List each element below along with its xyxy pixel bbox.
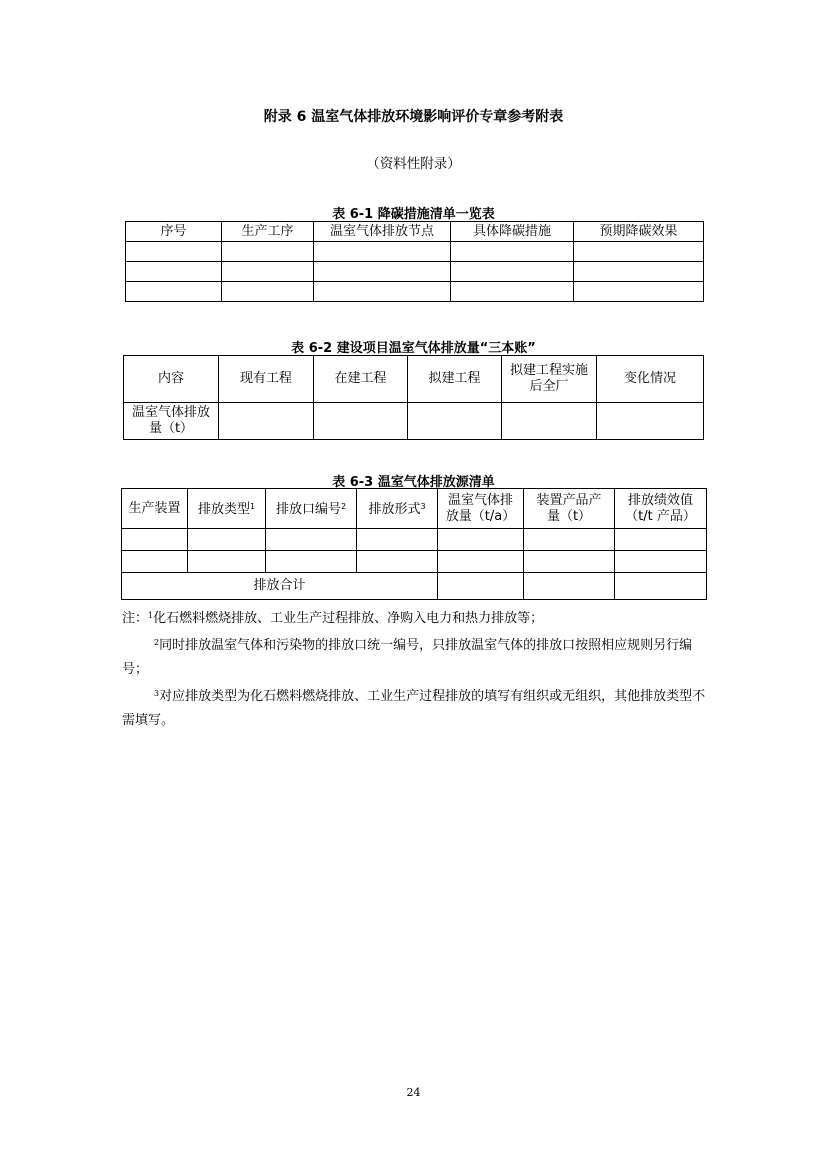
table-cell <box>451 242 574 262</box>
header-cell: 现有工程 <box>219 356 314 403</box>
header-text: 排放口编号 <box>275 502 341 517</box>
table-cell <box>266 529 357 551</box>
table-row <box>124 403 704 440</box>
table-cell <box>314 282 451 302</box>
header-cell: 排放绩效值（t/t 产品） <box>615 489 707 529</box>
note-1: 注：$^1$化石燃料燃烧排放、工业生产过程排放、净购入电力和热力排放等； <box>122 611 544 626</box>
table-cell <box>438 529 524 551</box>
header-cell: 温室气体排放节点 <box>314 222 451 242</box>
header-text: 排放类型 <box>197 502 250 517</box>
emission-source-table <box>121 488 707 600</box>
note-3-text: 对应排放类型为化石燃料燃烧排放、工业生产过程排放的填写有组织或无组织，其他排放类型不需填写。 <box>122 689 706 728</box>
table-cell <box>357 529 438 551</box>
table-cell <box>615 551 707 573</box>
table-cell <box>314 262 451 282</box>
note-1-text: 化石燃料燃烧排放、工业生产过程排放、净购入电力和热力排放等； <box>153 611 544 626</box>
notes-prefix: 注： <box>122 611 149 626</box>
table-cell <box>222 282 314 302</box>
table-cell <box>438 573 524 600</box>
table-notes <box>122 604 706 733</box>
header-cell: 变化情况 <box>597 356 704 403</box>
header-cell: 排放口编号$^2$ <box>266 489 357 529</box>
header-cell: 温室气体排放量（t/a） <box>438 489 524 529</box>
row-label: 温室气体排放量（t） <box>124 403 219 440</box>
table-cell <box>126 262 222 282</box>
table-cell <box>188 551 266 573</box>
table-cell <box>574 282 704 302</box>
header-cell: 生产工序 <box>222 222 314 242</box>
table-cell <box>357 551 438 573</box>
table-cell <box>438 551 524 573</box>
table-cell <box>122 551 188 573</box>
note-2: $^2$同时排放温室气体和污染物的排放口统一编号，只排放温室气体的排放口按照相应规则另行编号； <box>122 638 693 677</box>
table-row <box>126 262 704 282</box>
header-cell: 拟建工程 <box>408 356 502 403</box>
table-header-row <box>126 222 704 242</box>
table-cell <box>524 529 615 551</box>
table-cell <box>126 242 222 262</box>
table-cell <box>502 403 597 440</box>
table1-caption: 表 6-1 降碳措施清单一览表 <box>332 207 495 222</box>
note-2-text: 同时排放温室气体和污染物的排放口统一编号，只排放温室气体的排放口按照相应规则另行编号； <box>122 638 693 677</box>
table-cell <box>451 282 574 302</box>
table-row <box>122 551 707 573</box>
table-cell <box>222 242 314 262</box>
table-header-row <box>124 356 704 403</box>
header-cell: 在建工程 <box>314 356 408 403</box>
table-cell <box>524 573 615 600</box>
table-cell <box>524 551 615 573</box>
carbon-reduction-table <box>125 221 704 302</box>
header-cell: 排放类型$^1$ <box>188 489 266 529</box>
table-total-row <box>122 573 707 600</box>
three-ledger-table <box>123 355 704 440</box>
table-cell <box>219 403 314 440</box>
table-cell <box>122 529 188 551</box>
table-row <box>122 529 707 551</box>
table-cell <box>314 403 408 440</box>
appendix-subtitle: （资料性附录） <box>366 156 461 172</box>
table3-caption: 表 6-3 温室气体排放源清单 <box>332 475 495 490</box>
table-cell <box>188 529 266 551</box>
header-cell: 序号 <box>126 222 222 242</box>
table-header-row <box>122 489 707 529</box>
header-text: 排放形式 <box>368 502 421 517</box>
header-cell: 拟建工程实施后全厂 <box>502 356 597 403</box>
table-cell <box>615 529 707 551</box>
table-cell <box>451 262 574 282</box>
appendix-title: 附录 6 温室气体排放环境影响评价专章参考附表 <box>263 109 564 125</box>
table-cell <box>597 403 704 440</box>
table-cell <box>266 551 357 573</box>
table2-caption: 表 6-2 建设项目温室气体排放量“三本账” <box>291 341 536 356</box>
header-cell: 排放形式$^3$ <box>357 489 438 529</box>
table-cell <box>574 242 704 262</box>
header-cell: 具体降碳措施 <box>451 222 574 242</box>
table-row <box>126 242 704 262</box>
page-number: 24 <box>406 1086 421 1099</box>
table-cell <box>222 262 314 282</box>
header-cell: 生产装置 <box>122 489 188 529</box>
table-cell <box>126 282 222 302</box>
table-row <box>126 282 704 302</box>
table-cell <box>615 573 707 600</box>
table-cell <box>314 242 451 262</box>
total-label: 排放合计 <box>122 573 438 600</box>
note-3: $^3$对应排放类型为化石燃料燃烧排放、工业生产过程排放的填写有组织或无组织，其他排放类型不需填写。 <box>122 689 706 728</box>
header-cell: 内容 <box>124 356 219 403</box>
table-cell <box>408 403 502 440</box>
table-cell <box>574 262 704 282</box>
header-cell: 预期降碳效果 <box>574 222 704 242</box>
header-cell: 装置产品产量（t） <box>524 489 615 529</box>
